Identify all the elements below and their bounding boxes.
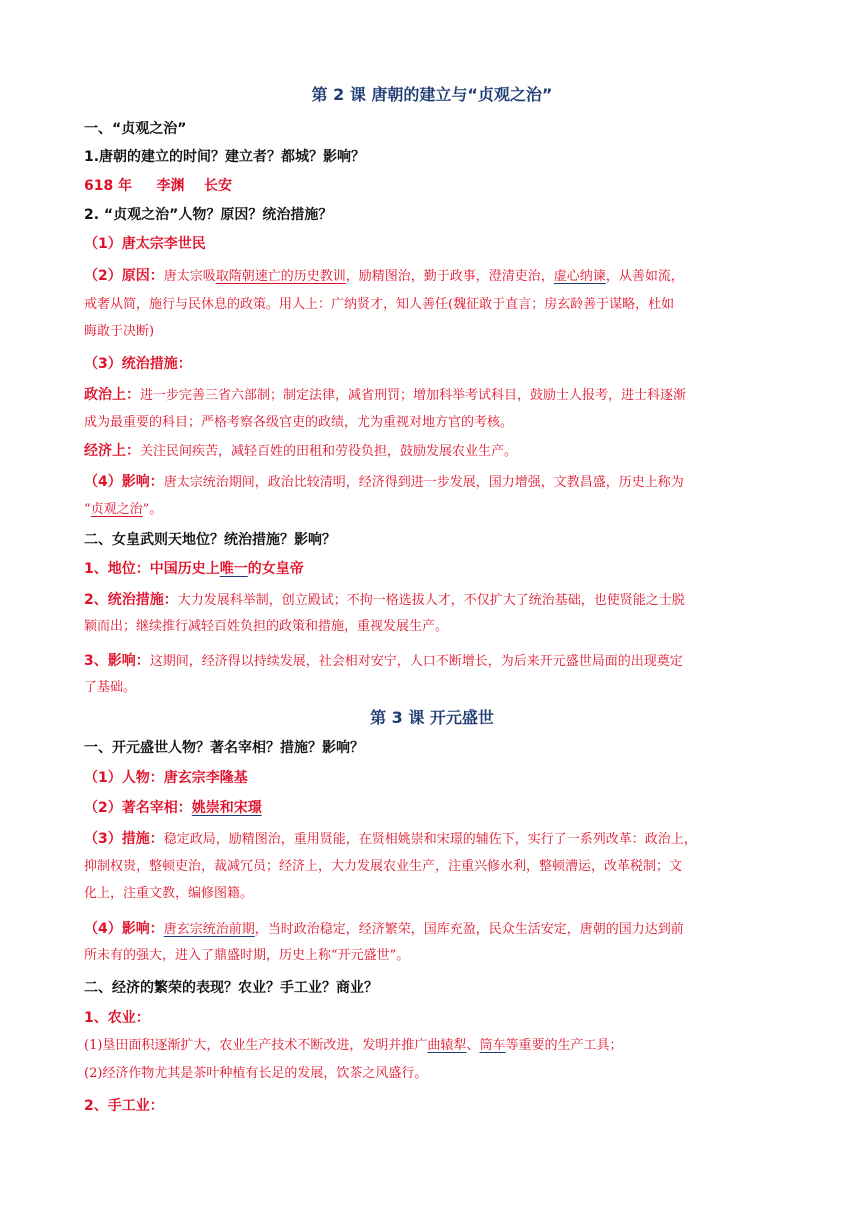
text: 这期间，经济得以持续发展，社会相对安宁，人口不断增长，为后来开元盛世局面的出现奠定 — [149, 654, 683, 669]
paragraph-label: （4）影响： — [84, 921, 164, 937]
paragraph-line — [84, 590, 784, 611]
text: 唐太宗吸 — [163, 269, 216, 284]
section-heading: 一、“贞观之治” — [84, 121, 187, 137]
text: ，从善如流， — [605, 269, 684, 284]
answer-line — [84, 176, 784, 196]
paragraph-label: （4）影响： — [84, 474, 164, 490]
paragraph-line — [84, 829, 784, 850]
paragraph-label: 3、影响： — [84, 653, 150, 669]
paragraph-label: 经济上： — [84, 443, 140, 459]
text: ”。 — [142, 502, 163, 517]
section-heading: 二、女皇武则天地位？统治措施？影响？ — [84, 532, 336, 548]
answer-line — [84, 798, 784, 818]
answer-year: 618 年 — [84, 178, 133, 194]
section-heading: 一、开元盛世人物？著名宰相？措施？影响？ — [84, 740, 364, 756]
underlined-text: 筒车 — [479, 1038, 506, 1053]
answer-founder: 李渊 — [156, 178, 185, 194]
paragraph-label: （2）原因： — [84, 268, 164, 284]
paragraph-label: （2）著名宰相： — [84, 800, 192, 816]
underlined-text: 曲辕犁 — [427, 1038, 467, 1053]
underlined-text: 取隋朝速亡的历史教训 — [215, 269, 346, 284]
underlined-text: 虚心纳谏 — [553, 269, 606, 284]
paragraph-label: 1、地位： — [84, 561, 150, 577]
section-heading: 二、经济的繁荣的表现？农业？手工业？商业？ — [84, 980, 378, 996]
answer-line — [84, 559, 784, 579]
paragraph-line — [84, 385, 784, 406]
text: 关注民间疾苦，减轻百姓的田租和劳役负担，鼓励发展农业生产。 — [140, 444, 518, 459]
text: (1)垦田面积逐渐扩大，农业生产技术不断改进，发明并推广 — [84, 1038, 428, 1053]
text: 大力发展科举制，创立殿试；不拘一格选拔人才，不仅扩大了统治基础，也使贤能之士脱 — [177, 593, 685, 608]
underlined-text: 贞观之治 — [90, 502, 143, 517]
paragraph-line: 颖而出；继续推行减轻百姓负担的政策和措施，重视发展生产。 — [84, 619, 449, 634]
text: 中国历史上 — [149, 561, 220, 577]
text: 的女皇帝 — [247, 561, 304, 577]
sub-heading: 2、手工业： — [84, 1098, 164, 1114]
paragraph-line: 戒奢从简，施行与民休息的政策。用人上：广纳贤才，知人善任(魏征敢于直言；房玄龄善于谋略，杜如 — [84, 297, 675, 312]
paragraph-line: 所未有的强大，进入了鼎盛时期，历史上称“开元盛世”。 — [84, 948, 410, 963]
text: “ — [84, 502, 91, 517]
paragraph-line — [84, 472, 784, 493]
text: 唐太宗统治期间，政治比较清明，经济得到进一步发展，国力增强，文教昌盛，历史上称为 — [163, 475, 684, 490]
text: ，当时政治稳定，经济繁荣，国库充盈，民众生活安定，唐朝的国力达到前 — [254, 922, 684, 937]
sub-heading: （3）统治措施： — [84, 356, 192, 372]
paragraph-label: 2、统治措施： — [84, 592, 178, 608]
paragraph-line — [84, 266, 784, 287]
text: 等重要的生产工具； — [505, 1038, 623, 1053]
paragraph-line: 了基础。 — [84, 680, 137, 695]
paragraph-line — [84, 500, 784, 520]
paragraph-line — [84, 441, 784, 462]
sub-heading: 1、农业： — [84, 1010, 150, 1026]
lesson2-title: 第 2 课 唐朝的建立与“贞观之治” — [311, 85, 553, 104]
paragraph-line: 晦敢于决断) — [84, 324, 155, 339]
paragraph-line — [84, 919, 784, 940]
underlined-text: 唯一 — [219, 561, 248, 577]
paragraph-line: 成为最重要的科目；严格考察各级官吏的政绩，尤为重视对地方官的考核。 — [84, 415, 514, 430]
paragraph-line: 抑制权贵，整顿吏治，裁减冗员；经济上，大力发展农业生产，注重兴修水利，整顿漕运，改革税制；文 — [84, 859, 683, 874]
paragraph-line: 化上，注重文教，编修图籍。 — [84, 886, 254, 901]
question: 1.唐朝的建立的时间？建立者？都城？影响？ — [84, 149, 366, 165]
paragraph-line: (2)经济作物尤其是茶叶种植有长足的发展，饮茶之风盛行。 — [84, 1066, 428, 1081]
text: ，励精图治，勤于政事，澄清吏治， — [345, 269, 554, 284]
text: 稳定政局，励精图治，重用贤能，在贤相姚崇和宋璟的辅佐下，实行了一系列改革：政治上， — [163, 832, 697, 847]
lesson3-title: 第 3 课 开元盛世 — [370, 708, 494, 727]
underlined-text: 唐玄宗统治前期 — [163, 922, 255, 937]
answer-line: （1）人物：唐玄宗李隆基 — [84, 770, 248, 786]
question: 2. “贞观之治”人物？原因？统治措施？ — [84, 207, 333, 223]
text: 、 — [466, 1038, 480, 1053]
answer-capital: 长安 — [203, 178, 232, 194]
underlined-text: 姚崇和宋璟 — [191, 800, 262, 816]
paragraph-line — [84, 1036, 784, 1056]
paragraph-line — [84, 651, 784, 672]
paragraph-label: 政治上： — [84, 387, 140, 403]
answer-line: （1）唐太宗李世民 — [84, 236, 206, 252]
paragraph-label: （3）措施： — [84, 831, 164, 847]
text: 进一步完善三省六部制；制定法律，减省刑罚；增加科举考试科目，鼓励士人报考，进士科逐渐 — [140, 388, 687, 403]
